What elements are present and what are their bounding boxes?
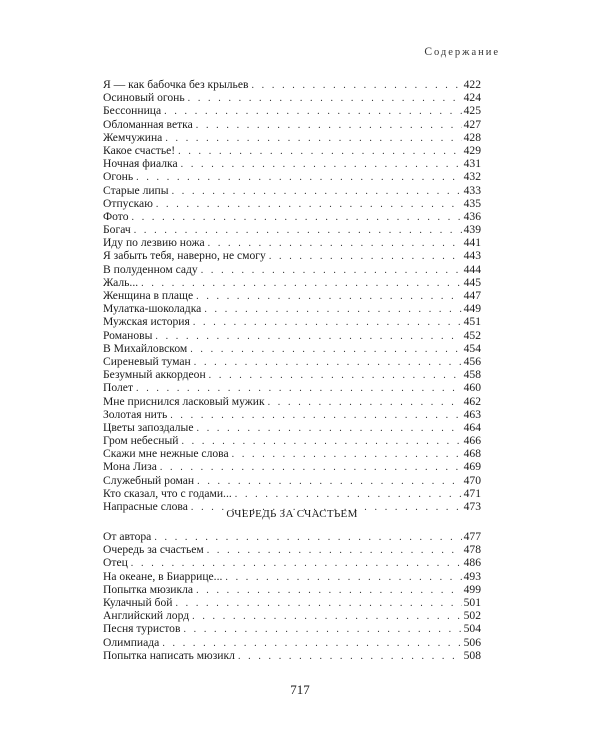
toc-entry-page: 427 [463, 117, 481, 131]
toc-entry [103, 460, 481, 473]
toc-entry-page: 443 [463, 249, 481, 263]
toc-entry-title: Осиновый огонь [103, 91, 185, 105]
toc-entry [103, 556, 481, 569]
dot-leader [188, 92, 462, 105]
toc-entry-page: 441 [463, 236, 481, 250]
toc-entry-title: Мулатка-шоколадка [103, 302, 202, 316]
toc-entry-title: Я — как бабочка без крыльев [103, 78, 249, 91]
toc-entry-title: Полет [103, 381, 134, 395]
toc-entry-page: 471 [463, 486, 481, 500]
toc-entry-page: 468 [463, 447, 481, 461]
toc-entry-title: Олимпиада [103, 635, 160, 649]
dot-leader [268, 396, 462, 409]
dot-leader [192, 610, 461, 623]
toc-entry [103, 596, 481, 609]
toc-entry [103, 395, 481, 408]
toc-entry-title: Скажи мне нежные слова [103, 447, 229, 461]
toc-entry-page: 451 [463, 315, 481, 329]
page-number: 717 [290, 682, 310, 697]
toc-entry-title: На океане, в Биаррице... [103, 569, 223, 583]
toc-entry-page: 436 [463, 209, 481, 223]
toc-entry-page: 456 [463, 354, 481, 368]
toc-entry [103, 636, 481, 649]
toc-entry-title: Старые липы [103, 183, 169, 197]
toc-entry-title: Служебный роман [103, 473, 195, 487]
toc-entry-title: Фото [103, 209, 129, 223]
toc-entry [103, 408, 481, 421]
toc-entry [103, 223, 481, 236]
toc-entry-page: 447 [463, 289, 481, 302]
toc-entry-page: 502 [463, 609, 481, 623]
toc-entry [103, 144, 481, 157]
toc-entry-title: Кто сказал, что с годами... [103, 486, 232, 500]
toc-entry-page: 449 [463, 302, 481, 316]
toc-entry-title: Сиреневый туман [103, 354, 191, 368]
toc-entry-page: 462 [463, 394, 481, 408]
toc-entry-page: 508 [463, 648, 481, 662]
dot-leader [194, 356, 462, 369]
dot-leader [204, 303, 461, 316]
toc-entry [103, 421, 481, 434]
toc-entry [103, 210, 481, 223]
dot-leader [160, 461, 462, 474]
toc-entry [103, 609, 481, 622]
toc-entry-page: 478 [463, 543, 481, 557]
toc-entry-title: Очередь за счастьем [103, 543, 204, 557]
toc-entry [103, 184, 481, 197]
toc-entry-title: Какое счастье! [103, 143, 176, 157]
toc-entry-title: Кулачный бой [103, 595, 173, 609]
toc-entry [103, 157, 481, 170]
toc-entry-page: 469 [463, 460, 481, 474]
toc-entry-title: Английский лорд [103, 609, 190, 623]
toc-entry [103, 78, 481, 91]
toc-entry [103, 342, 481, 355]
toc-entry [103, 329, 481, 342]
toc-entry-page: 501 [463, 595, 481, 609]
toc-entry [103, 583, 481, 596]
toc-entry-page: 422 [463, 78, 481, 91]
toc-entry-title: Богач [103, 223, 131, 237]
dot-leader [136, 171, 461, 184]
dot-leader [155, 330, 461, 343]
toc-entry [103, 368, 481, 381]
running-head: Содержание [424, 46, 500, 58]
toc-entry [103, 289, 481, 302]
toc-entry-title: Романовы [103, 328, 153, 342]
toc-entry-page: 428 [463, 130, 481, 144]
toc-entry-page: 435 [463, 196, 481, 210]
toc-entry-page: 432 [463, 170, 481, 184]
toc-entry [103, 276, 481, 289]
dot-leader [175, 597, 461, 610]
toc-entry [103, 302, 481, 315]
toc-entry-title: Золотая нить [103, 407, 168, 421]
dot-leader [193, 316, 462, 329]
toc-entry-title: Мужская история [103, 315, 190, 329]
toc-entry-page: 504 [463, 622, 481, 636]
toc-entry [103, 487, 481, 500]
dot-leader [181, 158, 462, 171]
toc-entry [103, 434, 481, 447]
toc-entry-page: 466 [463, 434, 481, 448]
toc-entry-title: Иду по лезвию ножа [103, 236, 205, 250]
toc-entry [103, 355, 481, 368]
toc-entry-page: 429 [463, 143, 481, 157]
toc-entry-title: Бессонница [103, 104, 162, 118]
toc-entry-page: 499 [463, 582, 481, 596]
toc-entry [103, 447, 481, 460]
toc-entry [103, 381, 481, 394]
dot-leader [170, 409, 461, 422]
toc-entry-page: 473 [463, 500, 481, 513]
toc-entry-title: Цветы запоздалые [103, 420, 194, 434]
toc-entry [103, 197, 481, 210]
toc-entry-page: 444 [463, 262, 481, 276]
toc-entry-title: Жаль... [103, 275, 139, 289]
toc-entry-page: 425 [463, 104, 481, 118]
toc-entry [103, 474, 481, 487]
dot-leader [196, 290, 461, 303]
toc-entry [103, 649, 481, 662]
dot-leader [172, 185, 462, 198]
toc-entry [103, 263, 481, 276]
dot-leader [235, 488, 462, 501]
dot-leader [207, 544, 462, 557]
toc-entry-page: 470 [463, 473, 481, 487]
section-heading: ОЧЕРЕДЬ ЗА СЧАСТЬЕМ [226, 508, 358, 520]
toc-entry-title: Мне приснился ласковый мужик [103, 394, 265, 408]
dot-leader [251, 79, 461, 92]
toc-entry-page: 477 [463, 530, 481, 543]
dot-leader [225, 571, 461, 584]
toc-entry-title: В Михайловском [103, 341, 188, 355]
toc-entry [103, 104, 481, 117]
dot-leader [209, 369, 462, 382]
toc-entry [103, 249, 481, 262]
dot-leader [156, 198, 462, 211]
toc-entry-page: 433 [463, 183, 481, 197]
toc-entry-page: 431 [463, 157, 481, 171]
dot-leader [165, 132, 461, 145]
toc-entry [103, 530, 481, 543]
dot-leader [190, 343, 461, 356]
toc-entry-title: Жемчужина [103, 130, 163, 144]
toc-entry-title: Огонь [103, 170, 134, 184]
toc-entry-page: 454 [463, 341, 481, 355]
toc-entry [103, 118, 481, 131]
dot-leader [196, 584, 462, 597]
toc-entry-page: 506 [463, 635, 481, 649]
toc-entry-title: Ночная фиалка [103, 157, 178, 171]
toc-list [103, 78, 481, 513]
toc-entry [103, 236, 481, 249]
dot-leader [201, 264, 462, 277]
toc-entry [103, 570, 481, 583]
toc-entry-title: Женщина в плаще [103, 289, 194, 302]
toc-entry [103, 131, 481, 144]
toc-entry-page: 458 [463, 368, 481, 382]
toc-entry [103, 91, 481, 104]
dot-leader [178, 145, 461, 158]
dot-leader [164, 105, 461, 118]
dot-leader [232, 448, 462, 461]
toc-entry-title: Обломанная ветка [103, 117, 193, 131]
toc-entry-title: Песня туристов [103, 622, 181, 636]
toc-entry [103, 315, 481, 328]
dot-leader [269, 250, 462, 263]
toc-entry-page: 460 [463, 381, 481, 395]
toc-entry-title: Мона Лиза [103, 460, 157, 474]
toc-entry-page: 493 [463, 569, 481, 583]
toc-entry-title: Я забыть тебя, наверно, не смогу [103, 249, 266, 263]
dot-leader [197, 475, 461, 488]
toc-entry-title: В полуденном саду [103, 262, 198, 276]
toc-list [103, 530, 481, 662]
toc-entry [103, 170, 481, 183]
toc-entry-page: 445 [463, 275, 481, 289]
toc-entry-page: 439 [463, 223, 481, 237]
toc-entry-title: Отпускаю [103, 196, 153, 210]
toc-entry-page: 452 [463, 328, 481, 342]
toc-entry-page: 464 [463, 420, 481, 434]
toc-entry-title: Попытка написать мюзикл [103, 648, 235, 662]
dot-leader [197, 422, 462, 435]
toc-entry-page: 486 [463, 556, 481, 570]
toc-entry-title: Безумный аккордеон [103, 368, 206, 382]
toc-entry [103, 622, 481, 635]
dot-leader [238, 650, 462, 663]
toc-entry-title: Отец [103, 556, 128, 570]
toc-entry-title: Напрасные слова [103, 500, 188, 513]
toc-entry [103, 543, 481, 556]
toc-entry-title: Попытка мюзикла [103, 582, 194, 596]
dot-leader [183, 623, 461, 636]
toc-entry-title: Гром небесный [103, 434, 179, 448]
dot-leader [196, 119, 462, 132]
toc-entry-page: 424 [463, 91, 481, 105]
toc-entry-title: От автора [103, 530, 152, 543]
dot-leader [132, 211, 462, 224]
toc-entry-page: 463 [463, 407, 481, 421]
